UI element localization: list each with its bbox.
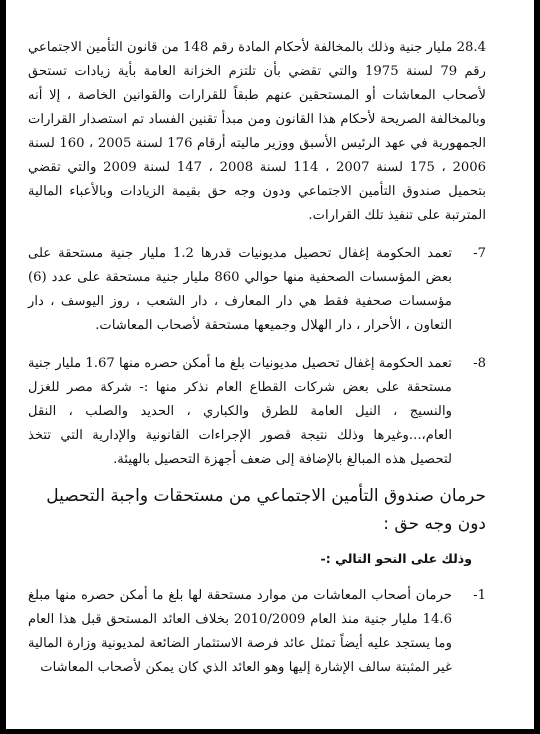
item-text: تعمد الحكومة إغفال تحصيل مديونيات بلغ ما أمكن حصره منها 1.67 مليار جنية مستحقة على بعض شركات القطاع العام نذكر منها :- شركة مصر للغزل والنسيج ، النيل العامة للطرق والكباري ، الحديد والصلب ، النقل العام،...وغيرها وذلك نتيجة قصور الإجراءات القانونية والإدارية التي تتخذ لتحصيل هذه المبالغ بالإضافة إلى ضعف أجهزة التحصيل بالهيئة. — [28, 356, 452, 467]
section-subheading: وذلك على النحو التالي :- — [320, 551, 472, 566]
page-edge-left — [0, 0, 6, 734]
page-edge-right — [534, 0, 540, 734]
item-number: 1- — [473, 588, 486, 603]
document-page — [28, 36, 486, 680]
section-heading: حرمان صندوق التأمين الاجتماعي من مستحقات واجبة التحصيل دون وجه حق : — [46, 486, 486, 534]
item-number: 7- — [473, 246, 486, 261]
list-item-8 — [28, 352, 486, 472]
item-number: 8- — [473, 356, 486, 371]
item-text: حرمان أصحاب المعاشات من موارد مستحقة لها بلغ ما أمكن حصره منها مبلغ 14.6 مليار جنية منذ العام 2010/2009 بخلاف العائد المستحق قبل هذا العام وما يستجد عليه أيضاً تمثل عائد فرصة الاستثمار الضائعة لمديونية وزارة المالية غير المثبتة سالف الإشارة إليها وهو العائد الذي كان يمكن لأصحاب المعاشات — [28, 588, 452, 675]
intro-paragraph: 28.4 مليار جنية وذلك بالمخالفة لأحكام المادة رقم 148 من قانون التأمين الاجتماعي رقم 79 لسنة 1975 والتي تقضي بأن تلتزم الخزانة العامة بأية زيادات تستحق لأصحاب المعاشات أو المستحقين عنهم طبقاً للقرارات والقوانين الخاصة ، إلا أنه وبالمخالفة الصريحة لأحكام هذا القانون ومن مبدأ تقنين الفساد تم استصدار القرارات الجمهورية في عهد الرئيس الأسبق ووزير ماليته أرقام 176 لسنة 2005 ، 160 لسنة 2006 ، 175 لسنة 2007 ، 114 لسنة 2008 ، 147 لسنة 2009 والتي تقضي بتحميل صندوق التأمين الاجتماعي ودون وجه حق بقيمة الزيادات وبالأعباء المالية المترتبة على تنفيذ تلك القرارات. — [28, 40, 487, 223]
list-item-7 — [28, 242, 486, 338]
list-item-1 — [28, 584, 486, 680]
item-text: تعمد الحكومة إغفال تحصيل مديونيات قدرها 1.2 مليار جنية مستحقة على بعض المؤسسات الصحفية منها حوالي 860 مليار جنية مستحقة على عدد (6) مؤسسات صحفية فقط هي دار المعارف ، دار الشعب ، روز اليوسف ، دار التعاون ، الأحرار ، دار الهلال وجميعها مستحقة لأصحاب المعاشات. — [28, 246, 452, 333]
page-edge-bottom — [0, 729, 540, 734]
